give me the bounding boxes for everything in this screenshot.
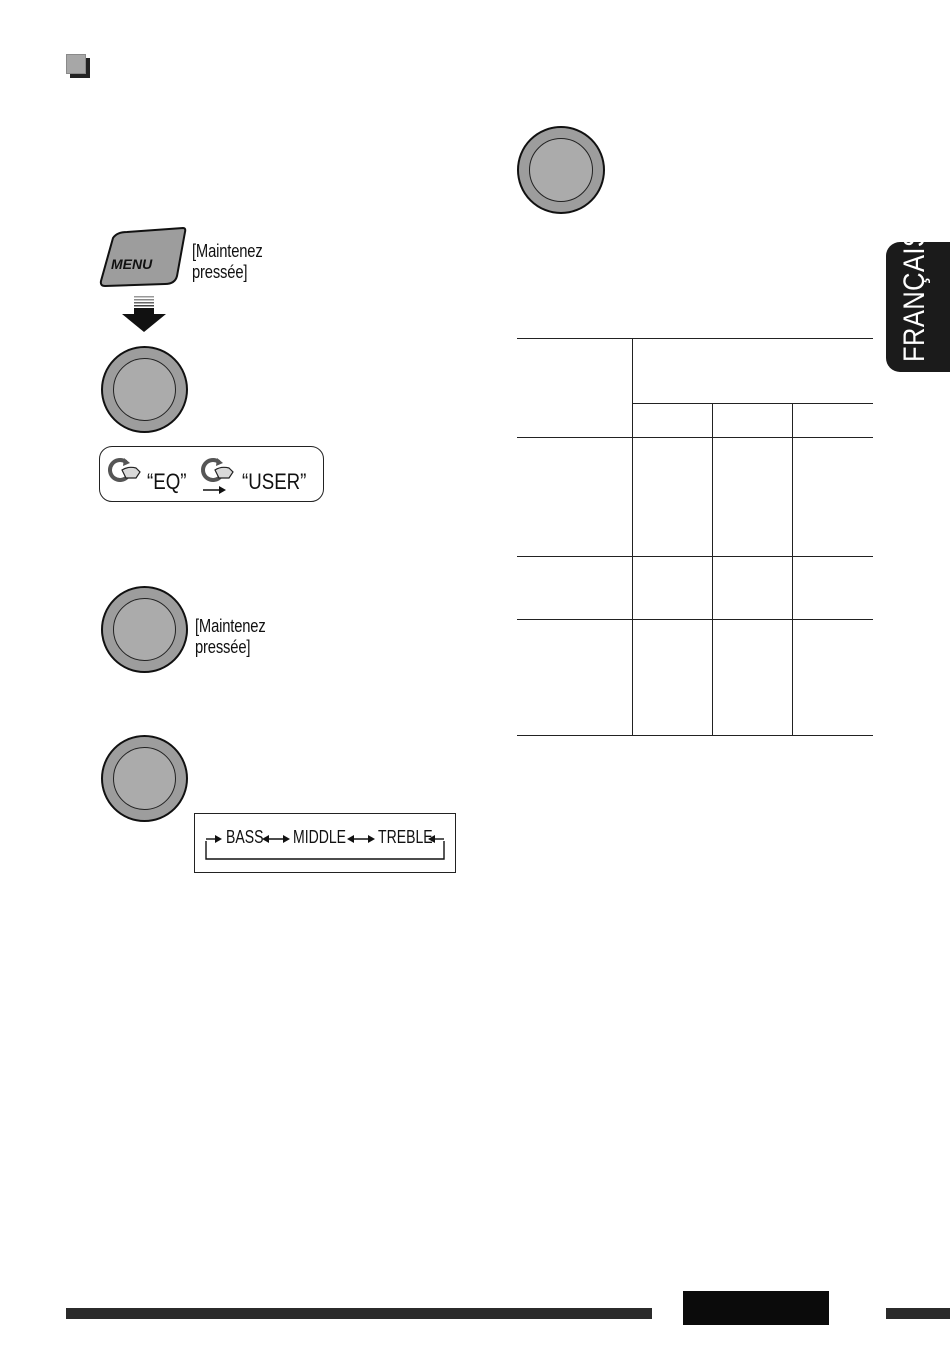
hold-caption-2: [Maintenez pressée]	[195, 616, 266, 657]
band-bass: BASS	[226, 827, 264, 847]
turn-dial-icon	[199, 456, 239, 494]
table-bottom-rule	[517, 735, 873, 736]
control-dial-right[interactable]	[517, 126, 605, 214]
settings-table	[517, 338, 873, 736]
section-marker-icon	[66, 54, 92, 80]
table-column-rule	[632, 338, 633, 736]
table-row-rule	[517, 556, 873, 557]
table-column-rule	[792, 403, 793, 736]
band-selector	[194, 813, 456, 873]
footer-bar	[66, 1308, 652, 1319]
menu-button[interactable]	[99, 226, 189, 290]
user-label: “USER”	[242, 469, 307, 494]
table-top-rule	[517, 338, 873, 339]
control-dial-1[interactable]	[101, 346, 188, 433]
band-middle: MIDDLE	[293, 827, 347, 847]
eq-user-display	[99, 446, 324, 502]
band-treble: TREBLE	[378, 827, 433, 847]
table-row-rule	[517, 437, 873, 438]
page-number-box	[683, 1291, 829, 1325]
menu-button-label: MENU	[111, 256, 153, 272]
language-tab	[886, 229, 950, 372]
table-column-rule	[712, 403, 713, 736]
hold-caption-1: [Maintenez pressée]	[192, 241, 263, 282]
language-tab-label: FRANÇAIS	[898, 229, 931, 362]
down-arrow-icon	[120, 294, 168, 334]
turn-dial-icon	[106, 456, 144, 484]
control-dial-2[interactable]	[101, 586, 188, 673]
table-row-rule	[517, 619, 873, 620]
table-header-rule	[632, 403, 873, 404]
eq-label: “EQ”	[147, 469, 187, 494]
footer-bar	[886, 1308, 950, 1319]
control-dial-3[interactable]	[101, 735, 188, 822]
